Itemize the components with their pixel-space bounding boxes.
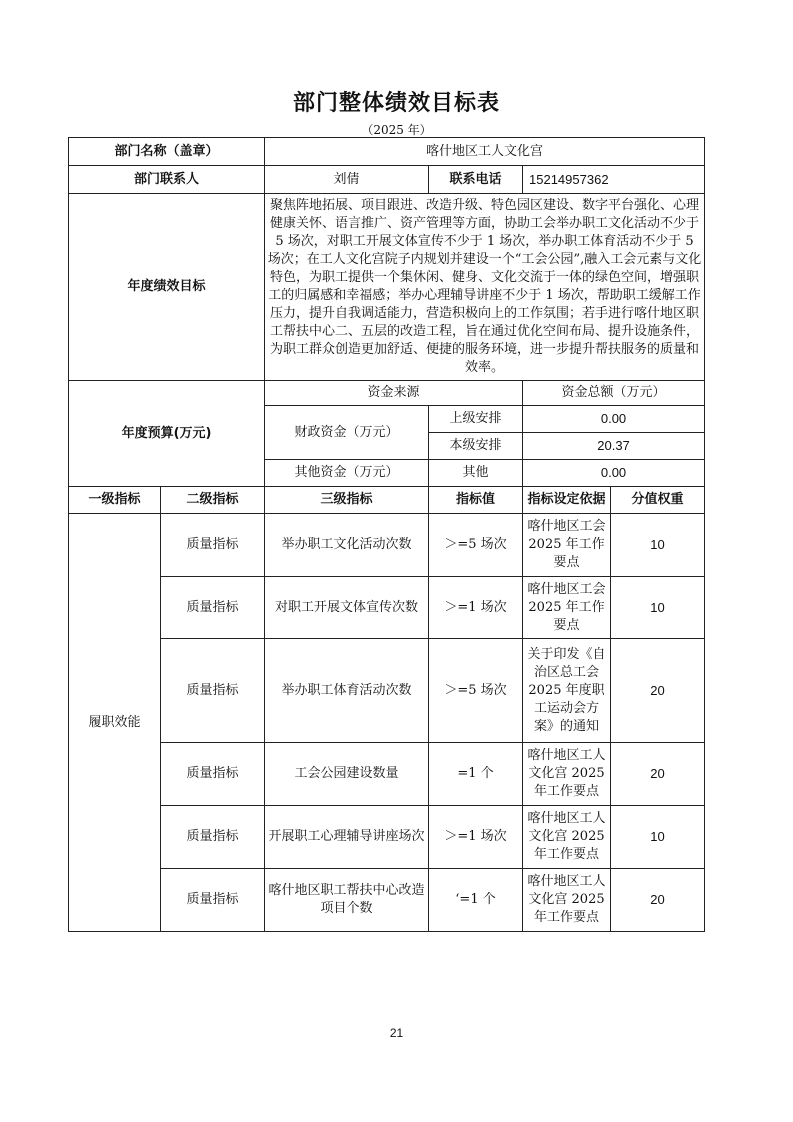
level2-indicator: 质量指标 — [161, 806, 265, 869]
phone-value: 15214957362 — [523, 166, 705, 194]
local-arrangement-label: 本级安排 — [429, 433, 523, 460]
level1-indicator: 履职效能 — [69, 514, 161, 932]
performance-table — [68, 137, 705, 932]
other-fund-label: 其他资金（万元） — [265, 460, 429, 487]
header-weight: 分值权重 — [611, 487, 705, 514]
level2-indicator: 质量指标 — [161, 577, 265, 639]
indicator-basis: 关于印发《自治区总工会 2025 年度职工运动会方案》的通知 — [523, 639, 611, 743]
indicator-basis: 喀什地区工人文化宫 2025 年工作要点 — [523, 806, 611, 869]
other-sub-label: 其他 — [429, 460, 523, 487]
indicator-basis: 喀什地区工会 2025 年工作要点 — [523, 514, 611, 577]
level2-indicator: 质量指标 — [161, 514, 265, 577]
upper-arrangement-value: 0.00 — [523, 406, 705, 433]
year-note: （2025 年） — [361, 123, 432, 137]
other-fund-value: 0.00 — [523, 460, 705, 487]
indicator-value: ＞=5 场次 — [429, 514, 523, 577]
upper-arrangement-label: 上级安排 — [429, 406, 523, 433]
indicator-value: ‘=1 个 — [429, 869, 523, 932]
dept-name-value: 喀什地区工人文化宫 — [265, 138, 705, 166]
indicator-value: ＞=5 场次 — [429, 639, 523, 743]
indicator-weight: 10 — [611, 806, 705, 869]
level3-indicator: 开展职工心理辅导讲座场次 — [265, 806, 429, 869]
indicator-weight: 20 — [611, 869, 705, 932]
phone-label: 联系电话 — [429, 166, 523, 194]
indicator-basis: 喀什地区工会 2025 年工作要点 — [523, 577, 611, 639]
header-level2: 二级指标 — [161, 487, 265, 514]
table-row — [69, 514, 705, 577]
level3-indicator: 工会公园建设数量 — [265, 743, 429, 806]
level2-indicator: 质量指标 — [161, 743, 265, 806]
page-number: 21 — [389, 1026, 404, 1040]
fund-total-header: 资金总额（万元） — [523, 381, 705, 406]
indicator-weight: 20 — [611, 743, 705, 806]
table-row — [69, 806, 705, 869]
indicator-basis: 喀什地区工人文化宫 2025 年工作要点 — [523, 743, 611, 806]
table-row — [69, 639, 705, 743]
annual-goal-text: 聚焦阵地拓展、项目跟进、改造升级、特色园区建设、数字平台强化、心理健康关怀、语言推广、资产管理等方面，协助工会举办职工文化活动不少于 5 场次，对职工开展文体宣传不少于 1 场次，举办职工体育活动不少于 5 场次；在工人文化宫院子内规划并建设一个“工会公园”,融入工会元素与文化特色，为职工提供一个集休闲、健身、文化交流于一体的绿色空间，增强职工的归属感和幸福感；举办心理辅导讲座不少于 1 场次，帮助职工缓解工作压力，提升自我调适能力，营造积极向上的工作氛围；若手进行喀什地区职工帮扶中心二、五层的改造工程，旨在通过优化空间布局、提升设施条件，为职工群众创造更加舒适、便捷的服务环境，进一步提升帮扶服务的质量和效率。 — [265, 194, 705, 381]
level3-indicator: 喀什地区职工帮扶中心改造项目个数 — [265, 869, 429, 932]
indicator-weight: 10 — [611, 514, 705, 577]
level3-indicator: 举办职工文化活动次数 — [265, 514, 429, 577]
header-level3: 三级指标 — [265, 487, 429, 514]
contact-label: 部门联系人 — [69, 166, 265, 194]
level2-indicator: 质量指标 — [161, 869, 265, 932]
indicator-basis: 喀什地区工人文化宫 2025 年工作要点 — [523, 869, 611, 932]
indicator-value: =1 个 — [429, 743, 523, 806]
contact-value: 刘倩 — [265, 166, 429, 194]
annual-goal-label: 年度绩效目标 — [69, 194, 265, 381]
indicator-weight: 10 — [611, 577, 705, 639]
local-arrangement-value: 20.37 — [523, 433, 705, 460]
fiscal-fund-label: 财政资金（万元） — [265, 406, 429, 460]
header-basis: 指标设定依据 — [523, 487, 611, 514]
fund-source-header: 资金来源 — [265, 381, 523, 406]
dept-name-label: 部门名称（盖章） — [69, 138, 265, 166]
header-level1: 一级指标 — [69, 487, 161, 514]
table-row — [69, 577, 705, 639]
header-value: 指标值 — [429, 487, 523, 514]
indicator-weight: 20 — [611, 639, 705, 743]
table-row — [69, 743, 705, 806]
indicator-value: ＞=1 场次 — [429, 806, 523, 869]
level2-indicator: 质量指标 — [161, 639, 265, 743]
budget-label: 年度预算(万元) — [69, 381, 265, 487]
level3-indicator: 对职工开展文体宣传次数 — [265, 577, 429, 639]
page-title: 部门整体绩效目标表 — [292, 91, 500, 116]
indicator-value: ＞=1 场次 — [429, 577, 523, 639]
table-row — [69, 869, 705, 932]
level3-indicator: 举办职工体育活动次数 — [265, 639, 429, 743]
